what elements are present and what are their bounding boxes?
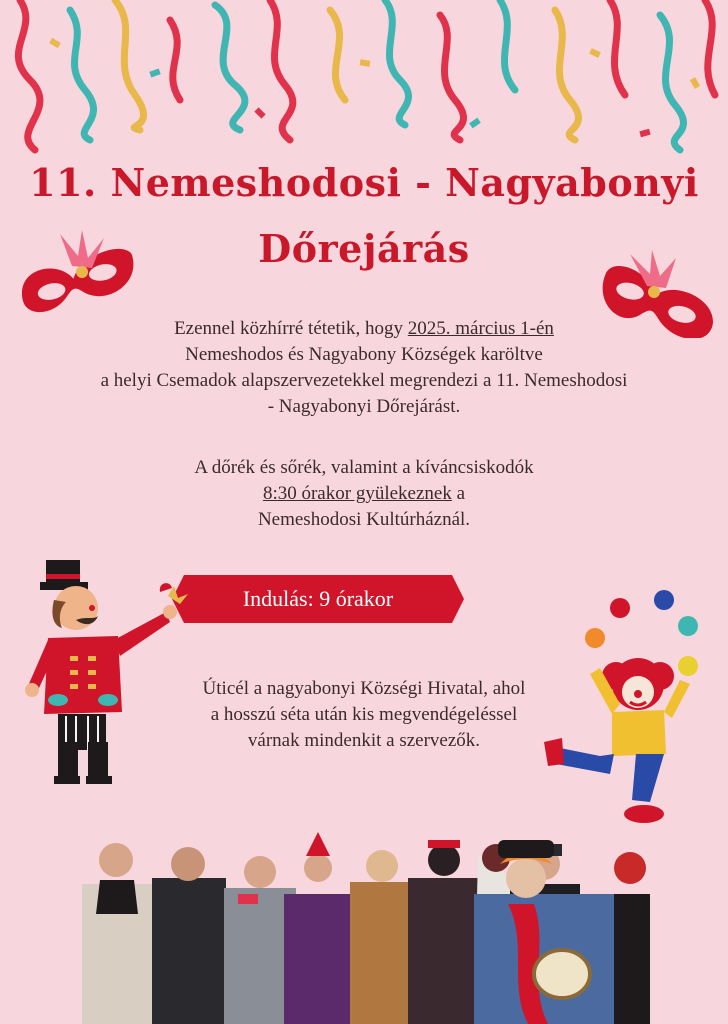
destination-line-1: Úticél a nagyabonyi Községi Hivatal, ahol (202, 678, 526, 699)
destination-line-2: a hosszú séta után kis megvendégeléssel (210, 704, 518, 725)
announcement-line-1-text: Ezennel közhírré tétetik, hogy (174, 318, 408, 339)
announcement-line-1 (0, 316, 728, 342)
gathering-time: 8:30 órakor gyülekeznek (262, 483, 452, 504)
gathering-line-1: A dőrék és sőrék, valamint a kíváncsiskodók (194, 457, 534, 478)
carnival-mask-icon (12, 226, 142, 316)
announcement-line-3: a helyi Csemadok alapszervezetekkel megrendezi a 11. Nemeshodosi (100, 370, 628, 391)
event-title-line-1: 11. Nemeshodosi - Nagyabonyi (29, 160, 699, 205)
destination-line-3: várnak mindenkit a szervezők. (247, 730, 481, 751)
announcement-text (0, 316, 728, 420)
confetti-streamers-decoration (0, 0, 728, 170)
gathering-text (0, 455, 728, 533)
event-date: 2025. március 1-én (407, 318, 554, 339)
announcement-line-4: - Nagyabonyi Dőrejárást. (267, 396, 461, 417)
participants-group-photo (78, 824, 650, 1024)
gathering-line-2 (0, 481, 728, 507)
juggling-clown-illustration (540, 588, 716, 828)
announcement-line-2: Nemeshodos és Nagyabony Községek karöltve (185, 344, 543, 365)
start-time-label: Indulás: 9 órakor (242, 586, 394, 611)
event-title-line-2: Dőrejárás (258, 226, 470, 271)
gathering-line-2-suffix: a (451, 483, 466, 504)
gathering-line-3: Nemeshodosi Kultúrháznál. (257, 509, 471, 530)
